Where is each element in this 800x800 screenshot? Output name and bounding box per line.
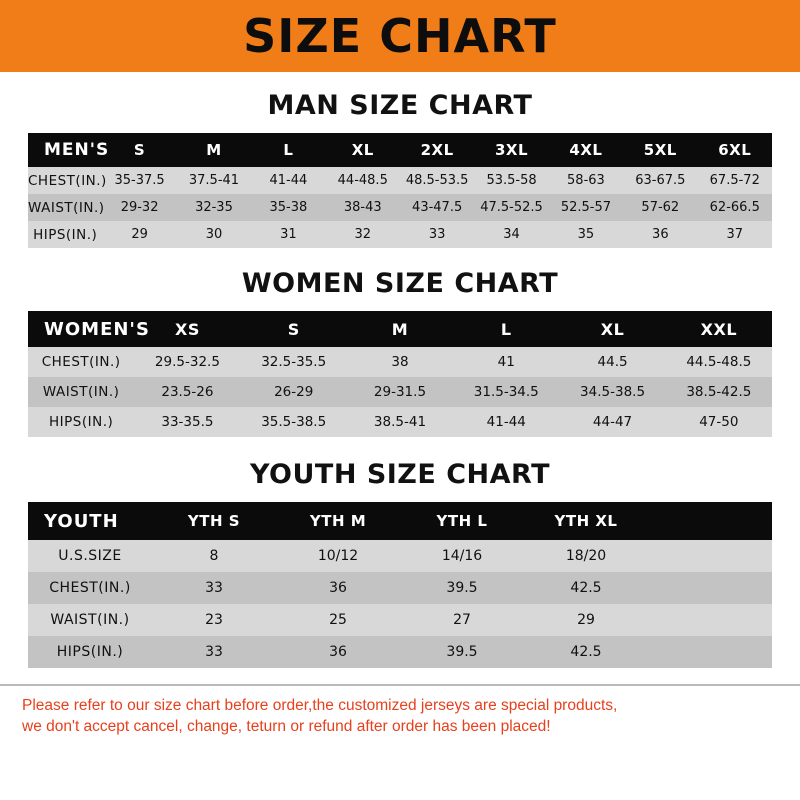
table-cell: 38 [391, 354, 409, 370]
man-col-header: 5XL [643, 141, 677, 159]
table-cell: 41 [497, 354, 515, 370]
table-cell-spacer [648, 636, 772, 668]
row-label: WAIST(IN.) [28, 199, 105, 216]
table-cell: 58-63 [567, 173, 605, 188]
women-table-body [28, 347, 772, 437]
table-cell: 39.5 [446, 644, 478, 660]
table-cell: 44-48.5 [337, 173, 388, 188]
footer-note-line-1: Please refer to our size chart before order,the customized jerseys are special products, [22, 697, 618, 714]
table-cell: 47-50 [699, 414, 739, 430]
man-table-header [28, 133, 772, 167]
table-cell: 25 [329, 612, 347, 628]
table-cell: 37.5-41 [188, 173, 240, 188]
table-row [28, 572, 772, 604]
footer-note-line-2: we don't accept cancel, change, teturn or refund after order has been placed! [22, 717, 551, 735]
man-col-header: 4XL [569, 141, 603, 159]
table-cell: 32 [354, 227, 372, 242]
women-col-header: S [287, 319, 300, 339]
table-cell: 36 [652, 227, 669, 242]
women-table-header [28, 311, 772, 347]
man-col-header: S [133, 141, 146, 159]
table-row [28, 604, 772, 636]
table-row [28, 407, 772, 437]
row-label: U.S.SIZE [58, 548, 122, 564]
table-row [28, 221, 772, 248]
table-cell: 27 [453, 612, 471, 628]
table-cell: 33 [205, 580, 223, 596]
row-label: WAIST(IN.) [42, 384, 120, 400]
table-cell: 29 [131, 227, 148, 242]
table-cell: 14/16 [441, 548, 483, 564]
section-heading-man: MAN SIZE CHART [267, 90, 533, 121]
table-cell: 8 [209, 548, 219, 564]
page-banner [0, 0, 800, 72]
table-cell: 53.5-58 [486, 173, 537, 188]
youth-table-body [28, 540, 772, 668]
footer-note [0, 684, 800, 738]
table-header-row [28, 133, 772, 167]
man-table-body [28, 167, 772, 248]
table-cell: 42.5 [570, 580, 602, 596]
table-cell: 29 [577, 612, 595, 628]
table-cell-spacer [648, 540, 772, 572]
table-cell-spacer [648, 572, 772, 604]
youth-col-header-spacer [648, 502, 772, 540]
table-cell: 29-31.5 [373, 384, 427, 400]
table-cell: 41-44 [486, 414, 526, 430]
table-cell: 35-37.5 [114, 173, 165, 188]
section-heading-women: WOMEN SIZE CHART [241, 268, 559, 299]
women-col-header: L [500, 319, 512, 339]
table-cell: 26-29 [274, 384, 314, 400]
man-size-table [28, 133, 772, 248]
youth-size-table-wrapper [0, 502, 800, 668]
table-cell: 48.5-53.5 [405, 173, 469, 188]
table-cell: 29-32 [120, 200, 159, 215]
row-label: CHEST(IN.) [41, 354, 121, 370]
table-cell: 42.5 [570, 644, 602, 660]
table-cell: 39.5 [446, 580, 478, 596]
table-cell: 29.5-32.5 [154, 354, 220, 370]
table-header-row [28, 311, 772, 347]
table-cell: 36 [329, 580, 347, 596]
women-col-header: XXL [700, 319, 738, 339]
man-col-header: M [206, 141, 222, 159]
table-cell: 32-35 [195, 200, 233, 215]
table-cell: 30 [205, 227, 223, 242]
table-row [28, 377, 772, 407]
table-cell: 57-62 [641, 200, 680, 215]
table-row [28, 347, 772, 377]
table-cell: 67.5-72 [709, 173, 760, 188]
page-title: SIZE CHART [243, 9, 557, 63]
table-cell: 33 [428, 227, 446, 242]
section-heading-youth: YOUTH SIZE CHART [249, 459, 551, 490]
table-cell: 38-43 [343, 200, 382, 215]
man-col-header: XL [351, 141, 374, 159]
table-cell: 34.5-38.5 [580, 384, 646, 400]
table-cell: 10/12 [317, 548, 359, 564]
table-cell: 63-67.5 [635, 173, 686, 188]
table-cell: 44-47 [592, 414, 633, 430]
table-cell: 38.5-42.5 [686, 384, 752, 400]
table-cell: 31 [280, 227, 297, 242]
table-cell: 33 [205, 644, 223, 660]
table-cell: 44.5 [597, 354, 628, 370]
youth-col-header: YTH XL [554, 512, 618, 530]
man-corner-label: MEN'S [44, 140, 110, 160]
table-cell: 44.5-48.5 [686, 354, 752, 370]
row-label: HIPS(IN.) [33, 226, 98, 243]
table-cell: 37 [726, 227, 744, 242]
youth-col-header: YTH S [187, 512, 241, 530]
table-header-row [28, 502, 772, 540]
women-col-header: XL [600, 319, 625, 339]
youth-corner-label: YOUTH [44, 510, 119, 532]
man-size-table-wrapper [0, 133, 800, 248]
table-cell: 35.5-38.5 [261, 414, 327, 430]
table-cell: 35-38 [269, 200, 308, 215]
man-col-header: 2XL [420, 141, 454, 159]
table-cell: 34 [503, 227, 520, 242]
row-label: WAIST(IN.) [50, 612, 130, 628]
table-row [28, 194, 772, 221]
man-col-header: L [283, 141, 294, 159]
table-cell: 23 [205, 612, 223, 628]
women-col-header: XS [174, 319, 200, 339]
table-cell: 33-35.5 [161, 414, 214, 430]
table-cell: 18/20 [565, 548, 607, 564]
youth-col-header: YTH L [436, 512, 488, 530]
table-cell-spacer [648, 604, 772, 636]
table-cell: 23.5-26 [161, 384, 214, 400]
man-col-header: 6XL [718, 141, 752, 159]
table-cell: 41-44 [269, 173, 308, 188]
row-label: CHEST(IN.) [28, 172, 107, 189]
table-cell: 47.5-52.5 [480, 200, 543, 215]
women-corner-label: WOMEN'S [44, 318, 150, 340]
youth-table-header [28, 502, 772, 540]
women-col-header: M [391, 319, 409, 339]
table-cell: 62-66.5 [709, 200, 760, 215]
youth-col-header: YTH M [309, 512, 367, 530]
women-size-table [28, 311, 772, 437]
youth-size-table [28, 502, 772, 668]
man-col-header: 3XL [495, 141, 529, 159]
table-row [28, 540, 772, 572]
table-cell: 32.5-35.5 [261, 354, 327, 370]
table-cell: 38.5-41 [373, 414, 427, 430]
table-row [28, 167, 772, 194]
row-label: HIPS(IN.) [56, 644, 124, 660]
women-size-table-wrapper [0, 311, 800, 437]
table-cell: 52.5-57 [560, 200, 612, 215]
table-cell: 31.5-34.5 [473, 384, 539, 400]
table-cell: 43-47.5 [412, 200, 463, 215]
row-label: CHEST(IN.) [49, 580, 131, 596]
table-cell: 36 [329, 644, 347, 660]
row-label: HIPS(IN.) [49, 414, 114, 430]
table-row [28, 636, 772, 668]
table-cell: 35 [577, 227, 595, 242]
